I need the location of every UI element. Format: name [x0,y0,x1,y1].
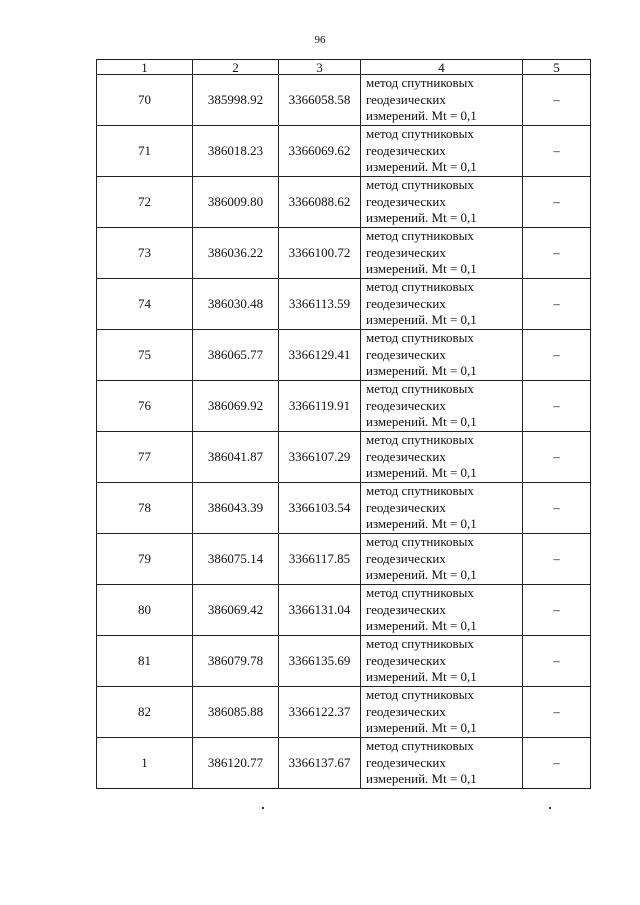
method-cell [361,483,523,534]
x-coordinate-cell: 386041.87 [193,432,279,483]
method-line: геодезических [366,550,446,566]
method-cell [361,228,523,279]
x-coordinate-cell: 386085.88 [193,687,279,738]
method-line: измерений. Mt = 0,1 [366,618,477,634]
note-cell: – [523,534,591,585]
x-coordinate-cell: 386069.92 [193,381,279,432]
method-line: геодезических [366,244,446,260]
method-line: геодезических [366,142,446,158]
method-line: геодезических [366,193,446,209]
point-number-cell: 70 [97,75,193,126]
point-number-cell: 72 [97,177,193,228]
point-number-cell: 80 [97,585,193,636]
method-line: метод спутниковых [366,585,474,601]
method-line: геодезических [366,499,446,515]
method-cell [361,177,523,228]
table-header-row [97,60,591,75]
method-line: метод спутниковых [366,534,474,550]
point-number-cell: 75 [97,330,193,381]
x-coordinate-cell: 386043.39 [193,483,279,534]
y-coordinate-cell: 3366131.04 [279,585,361,636]
method-line: измерений. Mt = 0,1 [366,720,477,736]
table-row [97,381,591,432]
y-coordinate-cell: 3366058.58 [279,75,361,126]
note-cell: – [523,279,591,330]
method-line: метод спутниковых [366,330,474,346]
y-coordinate-cell: 3366088.62 [279,177,361,228]
table-row [97,483,591,534]
method-cell [361,585,523,636]
note-cell: – [523,177,591,228]
header-cell-note: 5 [523,60,591,75]
x-coordinate-cell: 386030.48 [193,279,279,330]
x-coordinate-cell: 385998.92 [193,75,279,126]
method-line: геодезических [366,754,446,770]
note-cell: – [523,585,591,636]
y-coordinate-cell: 3366069.62 [279,126,361,177]
method-cell [361,126,523,177]
page-number: 96 [314,34,326,46]
table-row [97,177,591,228]
y-coordinate-cell: 3366119.91 [279,381,361,432]
method-cell [361,75,523,126]
method-line: измерений. Mt = 0,1 [366,210,477,226]
x-coordinate-cell: 386075.14 [193,534,279,585]
x-coordinate-cell: 386036.22 [193,228,279,279]
note-cell: – [523,330,591,381]
x-coordinate-cell: 386120.77 [193,738,279,789]
method-line: метод спутниковых [366,738,474,754]
method-cell [361,534,523,585]
table-row [97,75,591,126]
method-line: метод спутниковых [366,75,474,91]
method-line: метод спутниковых [366,279,474,295]
method-line: метод спутниковых [366,177,474,193]
method-line: геодезических [366,703,446,719]
method-line: измерений. Mt = 0,1 [366,465,477,481]
method-line: метод спутниковых [366,381,474,397]
method-cell [361,636,523,687]
x-coordinate-cell: 386065.77 [193,330,279,381]
method-cell [361,738,523,789]
method-cell [361,381,523,432]
method-line: геодезических [366,397,446,413]
note-cell: – [523,75,591,126]
table-row [97,534,591,585]
scan-speck [549,807,551,809]
method-line: измерений. Mt = 0,1 [366,414,477,430]
table-row [97,228,591,279]
method-cell [361,279,523,330]
method-line: метод спутниковых [366,483,474,499]
table-row [97,330,591,381]
method-line: измерений. Mt = 0,1 [366,516,477,532]
x-coordinate-cell: 386018.23 [193,126,279,177]
point-number-cell: 74 [97,279,193,330]
method-line: геодезических [366,346,446,362]
method-line: геодезических [366,601,446,617]
point-number-cell: 79 [97,534,193,585]
note-cell: – [523,636,591,687]
method-line: измерений. Mt = 0,1 [366,261,477,277]
method-cell [361,687,523,738]
note-cell: – [523,687,591,738]
note-cell: – [523,432,591,483]
method-cell [361,330,523,381]
point-number-cell: 78 [97,483,193,534]
method-line: измерений. Mt = 0,1 [366,363,477,379]
y-coordinate-cell: 3366137.67 [279,738,361,789]
point-number-cell: 81 [97,636,193,687]
table-row [97,687,591,738]
point-number-cell: 1 [97,738,193,789]
method-line: метод спутниковых [366,636,474,652]
y-coordinate-cell: 3366100.72 [279,228,361,279]
method-cell [361,432,523,483]
method-line: измерений. Mt = 0,1 [366,312,477,328]
method-line: геодезических [366,295,446,311]
method-line: геодезических [366,448,446,464]
method-line: измерений. Mt = 0,1 [366,669,477,685]
point-number-cell: 73 [97,228,193,279]
point-number-cell: 77 [97,432,193,483]
method-line: измерений. Mt = 0,1 [366,771,477,787]
x-coordinate-cell: 386009.80 [193,177,279,228]
y-coordinate-cell: 3366129.41 [279,330,361,381]
table-row [97,126,591,177]
x-coordinate-cell: 386069.42 [193,585,279,636]
method-line: измерений. Mt = 0,1 [366,567,477,583]
point-number-cell: 82 [97,687,193,738]
note-cell: – [523,126,591,177]
method-line: метод спутниковых [366,432,474,448]
method-line: геодезических [366,652,446,668]
table-row [97,432,591,483]
table-row [97,636,591,687]
y-coordinate-cell: 3366113.59 [279,279,361,330]
method-line: метод спутниковых [366,228,474,244]
header-cell-method: 4 [361,60,523,75]
header-cell-y-coordinate: 3 [279,60,361,75]
note-cell: – [523,483,591,534]
y-coordinate-cell: 3366122.37 [279,687,361,738]
method-line: измерений. Mt = 0,1 [366,108,477,124]
scan-speck [262,807,264,809]
note-cell: – [523,381,591,432]
header-cell-point-number: 1 [97,60,193,75]
table-row [97,585,591,636]
table-row [97,738,591,789]
point-number-cell: 76 [97,381,193,432]
method-line: метод спутниковых [366,126,474,142]
y-coordinate-cell: 3366135.69 [279,636,361,687]
note-cell: – [523,738,591,789]
y-coordinate-cell: 3366117.85 [279,534,361,585]
note-cell: – [523,228,591,279]
method-line: измерений. Mt = 0,1 [366,159,477,175]
x-coordinate-cell: 386079.78 [193,636,279,687]
y-coordinate-cell: 3366107.29 [279,432,361,483]
table-row [97,279,591,330]
y-coordinate-cell: 3366103.54 [279,483,361,534]
method-line: геодезических [366,91,446,107]
coordinates-table [96,59,591,789]
point-number-cell: 71 [97,126,193,177]
header-cell-x-coordinate: 2 [193,60,279,75]
method-line: метод спутниковых [366,687,474,703]
